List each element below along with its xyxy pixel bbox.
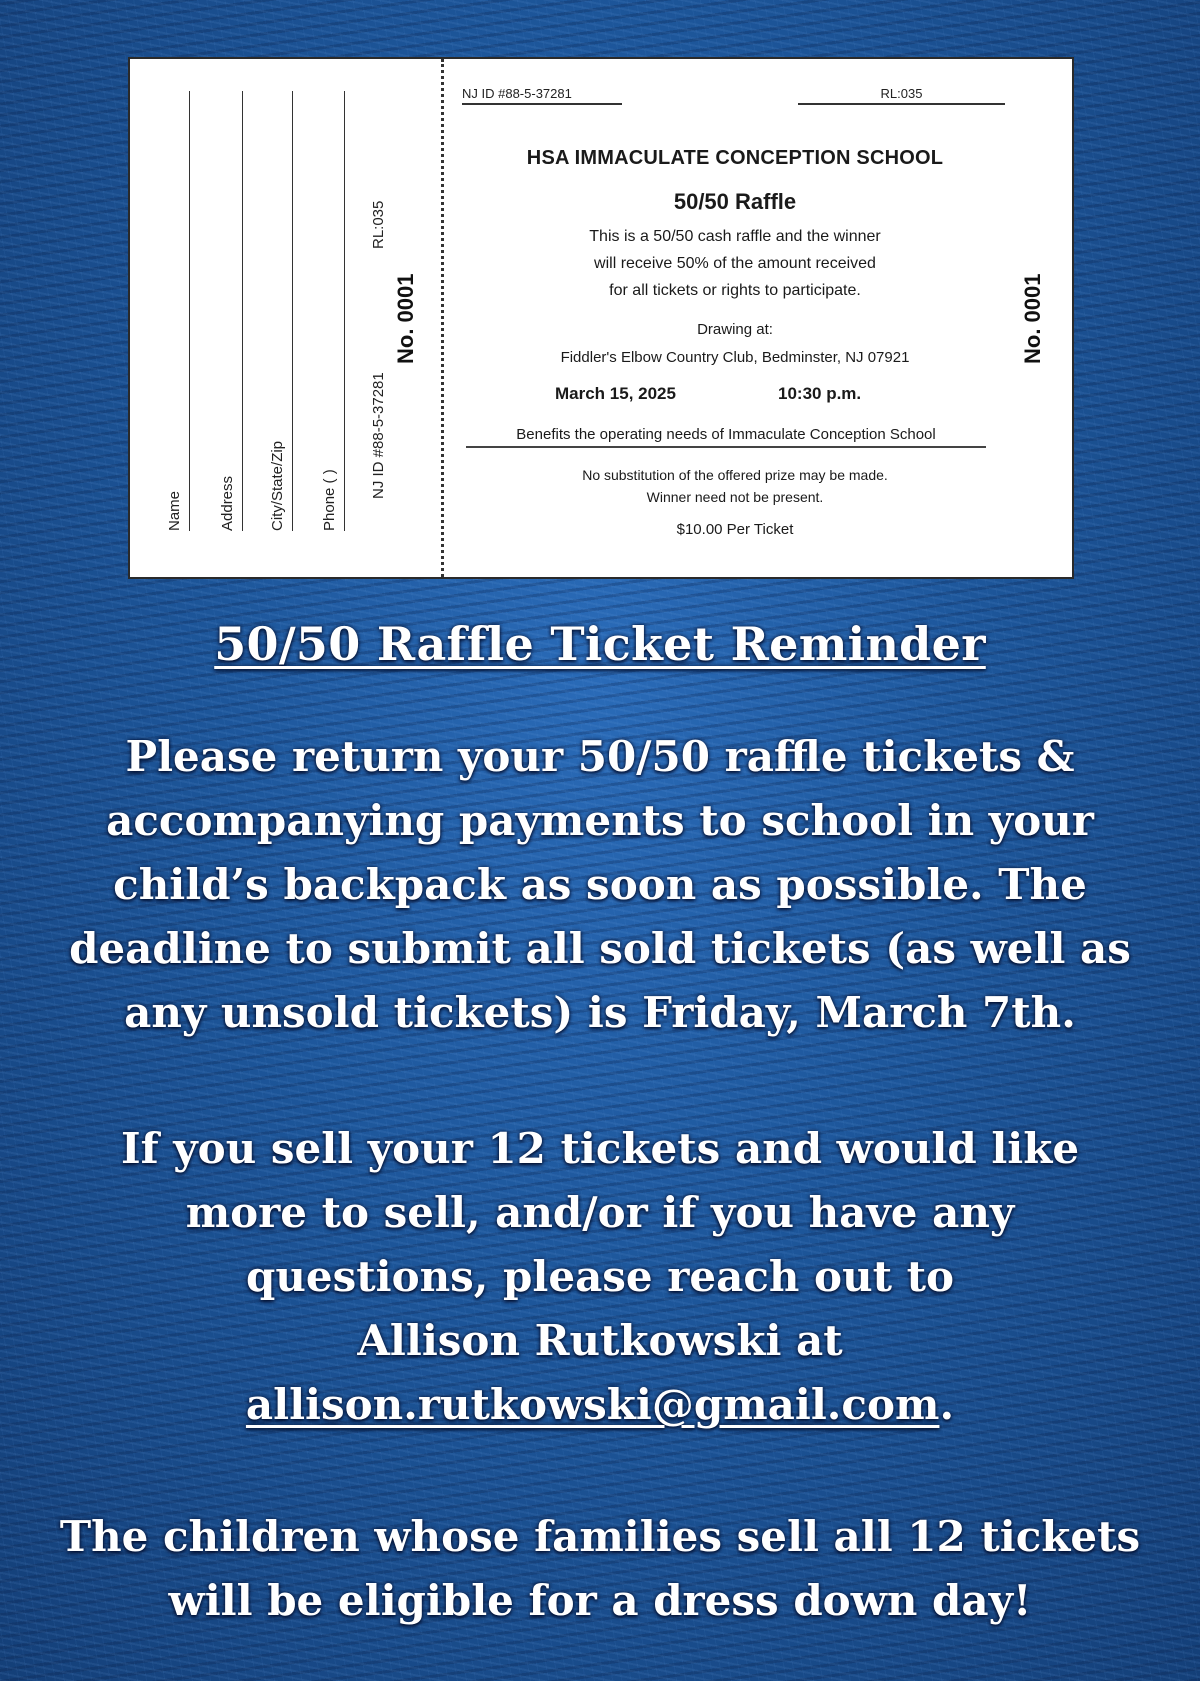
stub-label-name: Name [166,490,183,531]
ticket-title: 50/50 Raffle [673,189,797,214]
raffle-ticket-image [128,57,1074,579]
paragraph-line: questions, please reach out to [245,1252,955,1301]
ticket-description-line: will receive 50% of the amount received [594,255,876,272]
paragraph-line: Allison Rutkowski at [357,1316,843,1365]
ticket-time: 10:30 p.m. [778,384,862,403]
paragraph-line: accompanying payments to school in your [106,796,1094,845]
perforation-line [441,59,444,577]
stub-line-address [242,91,243,531]
ticket-description [445,223,1025,304]
paragraph-line: child’s backpack as soon as possible. The [113,860,1087,909]
stub-label-address: Address [219,475,236,531]
stub-line-city [292,91,293,531]
paragraph-line: Please return your 50/50 raffle tickets & [125,732,1075,781]
ticket-description-line: This is a 50/50 cash raffle and the winner [589,228,881,245]
ticket-date: March 15, 2025 [555,384,676,403]
email-trailing-period: . [939,1380,955,1429]
ticket-rl: RL:035 [798,86,1005,105]
ticket-no-substitution-line: No substitution of the offered prize may be made. [582,467,888,483]
paragraph-line: deadline to submit all sold tickets (as well as [69,924,1131,973]
ticket-no-substitution-line: Winner need not be present. [646,489,824,505]
flyer-paragraph-dress-down [0,1505,1200,1633]
contact-email-link[interactable]: allison.rutkowski@gmail.com [245,1380,940,1429]
paragraph-line: will be eligible for a dress down day! [168,1576,1032,1625]
stub-ticket-number: No. 0001 [393,273,418,364]
flyer-headline: 50/50 Raffle Ticket Reminder [214,617,986,671]
ticket-organization: HSA IMMACULATE CONCEPTION SCHOOL [526,147,944,169]
ticket-description-line: for all tickets or rights to participate. [609,282,861,299]
stub-label-phone: Phone ( ) [321,469,338,531]
flyer-paragraph-return-tickets [0,725,1200,1045]
flyer-paragraph-contact [0,1117,1200,1437]
ticket-no-substitution [445,464,1025,508]
stub-rl: RL:035 [370,200,387,249]
stub-label-city: City/State/Zip [269,440,286,531]
ticket-nj-id: NJ ID #88-5-37281 [462,86,622,105]
paragraph-line: any unsold tickets) is Friday, March 7th. [124,988,1076,1037]
ticket-number: No. 0001 [1020,273,1045,364]
stub-line-name [189,91,190,531]
ticket-drawing-label: Drawing at: [697,321,773,338]
ticket-benefits: Benefits the operating needs of Immaculate Conception School [466,426,986,448]
paragraph-line: more to sell, and/or if you have any [185,1188,1015,1237]
stub-line-phone [344,91,345,531]
paragraph-line: If you sell your 12 tickets and would like [120,1124,1080,1173]
email-line [0,1373,1200,1437]
paragraph-line: The children whose families sell all 12 tickets [59,1512,1141,1561]
ticket-location: Fiddler's Elbow Country Club, Bedminster, NJ 07921 [560,349,910,366]
stub-nj-id: NJ ID #88-5-37281 [370,372,387,499]
ticket-price: $10.00 Per Ticket [676,521,794,538]
